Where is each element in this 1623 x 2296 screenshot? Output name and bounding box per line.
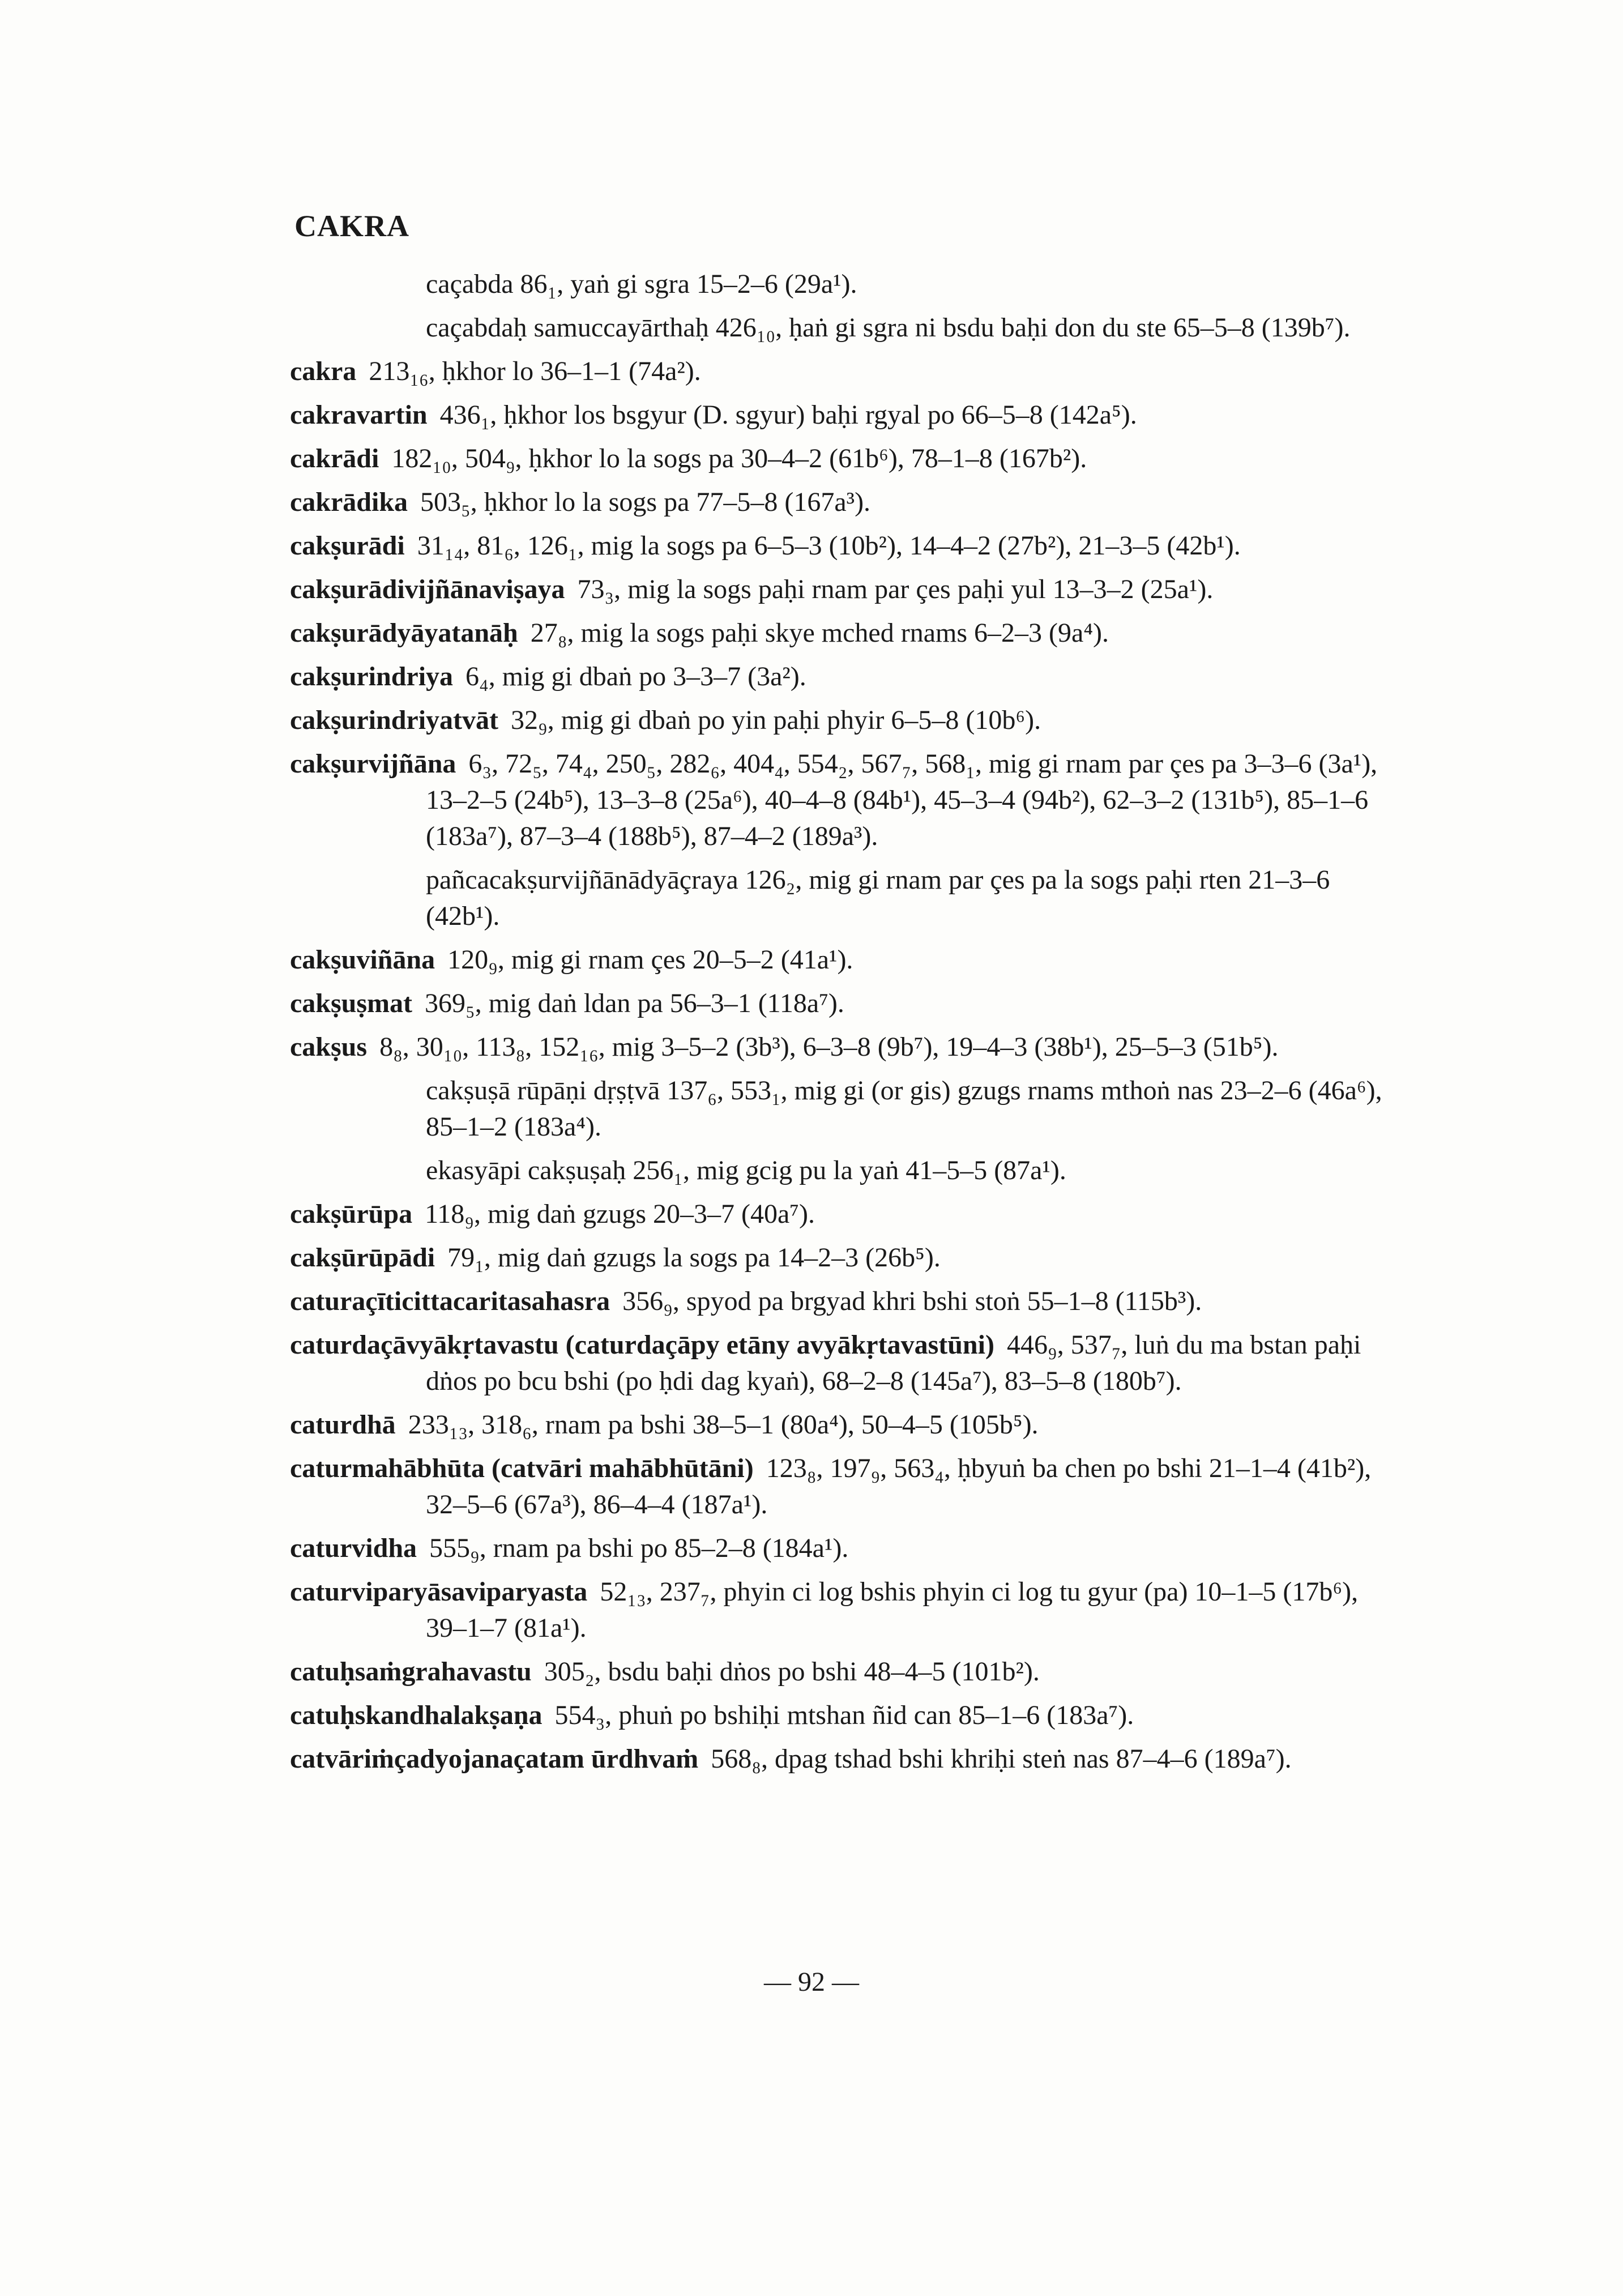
dictionary-entry (290, 397, 1400, 433)
sub-entry (290, 1073, 1400, 1145)
entry-headword: cakrādi (290, 443, 379, 473)
entry-body: ekasyāpi cakṣuṣaḥ 256₁, mig gcig pu la yaṅ 41–5–5 (87a¹). (426, 1155, 1066, 1185)
entry-body: 356₉, spyod pa brgyad khri bshi stoṅ 55–1–8 (115b³). (622, 1286, 1202, 1316)
entry-headword: cakṣurvijñāna (290, 749, 456, 779)
sub-entry (290, 310, 1400, 346)
entry-body: 27₈, mig la sogs paḥi skye mched rnams 6–2–3 (9a⁴). (530, 618, 1109, 648)
entry-body: 182₁₀, 504₉, ḥkhor lo la sogs pa 30–4–2 (61b⁶), 78–1–8 (167b²). (391, 443, 1087, 473)
sub-entry (290, 862, 1400, 934)
entry-headword: cakrādika (290, 487, 408, 517)
page-number: — 92 — (764, 1967, 859, 1997)
dictionary-entry (290, 746, 1400, 855)
dictionary-entry (290, 1283, 1400, 1320)
entry-headword: cakṣurādivijñānaviṣaya (290, 574, 565, 604)
entry-body: 233₁₃, 318₆, rnam pa bshi 38–5–1 (80a⁴), 50–4–5 (105b⁵). (408, 1410, 1039, 1440)
entry-body: 123₈, 197₉, 563₄, ḥbyuṅ ba chen po bshi 21–1–4 (41b²), 32–5–6 (67a³), 86–4–4 (187a¹). (426, 1453, 1372, 1520)
entry-body: 446₉, 537₇, luṅ du ma bstan paḥi dṅos po bcu bshi (po ḥdi dag kyaṅ), 68–2–8 (145a⁷), 83–5–8 (180b⁷). (426, 1330, 1361, 1396)
entry-body: 118₉, mig daṅ gzugs 20–3–7 (40a⁷). (425, 1199, 815, 1229)
entry-body: 32₉, mig gi dbaṅ po yin paḥi phyir 6–5–8 (10b⁶). (511, 705, 1041, 735)
entry-headword: catvāriṁçadyojanaçatam ūrdhvaṁ (290, 1744, 699, 1774)
entry-body: 31₁₄, 81₆, 126₁, mig la sogs pa 6–5–3 (10b²), 14–4–2 (27b²), 21–3–5 (42b¹). (417, 531, 1241, 561)
entry-body: 52₁₃, 237₇, phyin ci log bshis phyin ci log tu gyur (pa) 10–1–5 (17b⁶), 39–1–7 (81a¹). (426, 1577, 1359, 1643)
dictionary-entry (290, 1741, 1400, 1777)
entry-headword: cakravartin (290, 400, 428, 430)
entry-body: 6₄, mig gi dbaṅ po 3–3–7 (3a²). (465, 662, 806, 692)
entry-headword: cakṣurādyāyatanāḥ (290, 618, 518, 648)
dictionary-entry (290, 1240, 1400, 1276)
entry-headword: catuḥsaṁgrahavastu (290, 1657, 532, 1687)
entry-body: 120₉, mig gi rnam çes 20–5–2 (41a¹). (447, 945, 853, 975)
entry-headword: caturviparyāsaviparyasta (290, 1577, 588, 1607)
entry-body: 503₅, ḥkhor lo la sogs pa 77–5–8 (167a³). (420, 487, 871, 517)
entry-body: 79₁, mig daṅ gzugs la sogs pa 14–2–3 (26b⁵). (447, 1243, 941, 1273)
dictionary-entry (290, 1530, 1400, 1567)
dictionary-entry (290, 1196, 1400, 1232)
dictionary-entry (290, 571, 1400, 608)
dictionary-entry (290, 1654, 1400, 1690)
dictionary-entry (290, 353, 1400, 390)
entry-headword: caturmahābhūta (catvāri mahābhūtāni) (290, 1453, 754, 1483)
entry-headword: cakra (290, 356, 357, 386)
dictionary-entry (290, 615, 1400, 651)
running-header: CAKRA (294, 209, 409, 243)
sub-entry (290, 1153, 1400, 1189)
entry-headword: caturvidha (290, 1533, 417, 1563)
entry-body: 213₁₆, ḥkhor lo 36–1–1 (74a²). (369, 356, 701, 386)
dictionary-entry (290, 659, 1400, 695)
entry-body: 436₁, ḥkhor los bsgyur (D. sgyur) baḥi rgyal po 66–5–8 (142a⁵). (439, 400, 1137, 430)
dictionary-entry (290, 528, 1400, 564)
entry-list (290, 266, 1400, 1785)
entry-body: 305₂, bsdu baḥi dṅos po bshi 48–4–5 (101b²). (544, 1657, 1040, 1687)
entry-headword: caturaçīticittacaritasahasra (290, 1286, 610, 1316)
entry-headword: caturdhā (290, 1410, 396, 1440)
entry-headword: cakṣuviñāna (290, 945, 435, 975)
entry-body: 73₃, mig la sogs paḥi rnam par çes paḥi yul 13–3–2 (25a¹). (577, 574, 1214, 604)
dictionary-entry (290, 985, 1400, 1022)
entry-body: 555₉, rnam pa bshi po 85–2–8 (184a¹). (429, 1533, 849, 1563)
entry-headword: caturdaçāvyākṛtavastu (caturdaçāpy etāny avyākṛtavastūni) (290, 1330, 994, 1360)
entry-body: caçabda 86₁, yaṅ gi sgra 15–2–6 (29a¹). (426, 269, 857, 299)
entry-body: 369₅, mig daṅ ldan pa 56–3–1 (118a⁷). (425, 988, 844, 1018)
dictionary-entry (290, 1407, 1400, 1443)
dictionary-entry (290, 1327, 1400, 1399)
dictionary-entry (290, 1697, 1400, 1734)
entry-headword: catuḥskandhalakṣaṇa (290, 1700, 543, 1730)
dictionary-entry (290, 942, 1400, 978)
entry-headword: cakṣurādi (290, 531, 405, 561)
dictionary-entry (290, 1574, 1400, 1646)
entry-body: 6₃, 72₅, 74₄, 250₅, 282₆, 404₄, 554₂, 567₇, 568₁, mig gi rnam par çes pa 3–3–6 (3a¹), 13–2–5 (24b⁵), 13–3–8 (25a⁶), 40–4–8 (84b¹), 45–3–4 (94b²), 62–3–2 (131b⁵), 85–1–6 (183a⁷), 87–3–4 (188b⁵), 87–4–2 (189a³). (426, 749, 1378, 851)
entry-headword: cakṣurindriyatvāt (290, 705, 499, 735)
dictionary-entry (290, 1029, 1400, 1065)
entry-body: 8₈, 30₁₀, 113₈, 152₁₆, mig 3–5–2 (3b³), 6–3–8 (9b⁷), 19–4–3 (38b¹), 25–5–3 (51b⁵). (379, 1032, 1279, 1062)
entry-body: caçabdaḥ samuccayārthaḥ 426₁₀, ḥaṅ gi sgra ni bsdu baḥi don du ste 65–5–8 (139b⁷). (426, 313, 1351, 343)
entry-headword: cakṣuṣmat (290, 988, 413, 1018)
sub-entry (290, 266, 1400, 302)
entry-headword: cakṣurindriya (290, 662, 454, 692)
dictionary-entry (290, 441, 1400, 477)
entry-body: pañcacakṣurvijñānādyāçraya 126₂, mig gi rnam par çes pa la sogs paḥi rten 21–3–6 (42b¹). (426, 865, 1330, 931)
entry-headword: cakṣus (290, 1032, 368, 1062)
entry-body: 554₃, phuṅ po bshiḥi mtshan ñid can 85–1–6 (183a⁷). (554, 1700, 1134, 1730)
dictionary-entry (290, 702, 1400, 739)
entry-headword: cakṣūrūpa (290, 1199, 413, 1229)
dictionary-entry (290, 484, 1400, 520)
entry-body: 568₈, dpag tshad bshi khriḥi steṅ nas 87–4–6 (189a⁷). (711, 1744, 1292, 1774)
dictionary-entry (290, 1450, 1400, 1523)
entry-body: cakṣuṣā rūpāṇi dṛṣṭvā 137₆, 553₁, mig gi (or gis) gzugs rnams mthoṅ nas 23–2–6 (46a⁶), 85–1–2 (183a⁴). (426, 1076, 1382, 1142)
entry-headword: cakṣūrūpādi (290, 1243, 435, 1273)
